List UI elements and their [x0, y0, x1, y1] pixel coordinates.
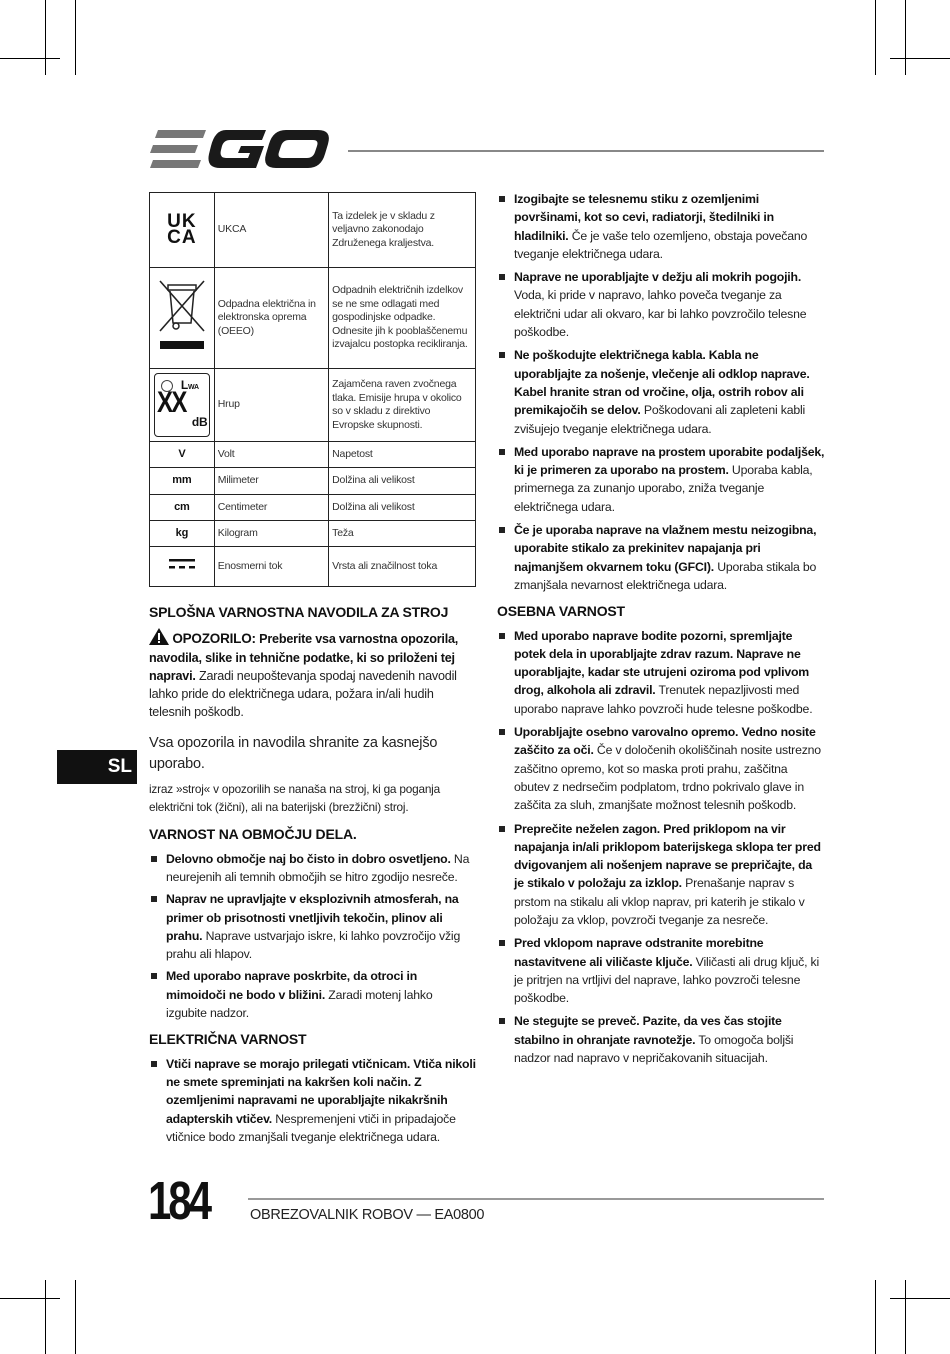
- footer-title: OBREZOVALNIK ROBOV — EA0800: [250, 1207, 485, 1223]
- item-text: Viličasti ali drug ključ, ki je pritrjen na vrtljivi del naprave, lahko povzroči telesne poškodbe.: [514, 954, 820, 1006]
- crop-mark: [875, 1280, 876, 1354]
- list-item: [497, 190, 825, 263]
- symbol-name: Centimeter: [214, 495, 328, 521]
- table-row: [150, 369, 476, 442]
- ukca-mark: [150, 193, 215, 268]
- list-item: [149, 890, 476, 963]
- item-text: Uporaba stikala bo zmanjšala nevarnost električnega udara.: [514, 559, 817, 592]
- symbol-name: Odpadna električna in elektronska oprema (OEEO): [214, 268, 328, 369]
- work-area-list: [149, 850, 476, 1023]
- list-item: [497, 268, 825, 341]
- ego-logo: [150, 128, 332, 172]
- item-text: Prenašanje naprav s prstom na stikalu ali vklop naprav, pri katerih je stikalo v položaju za vklop, povzroči tveganje za nesreče.: [514, 876, 805, 927]
- item-bold: Preprečite neželen zagon. Pred priklopom na vir napajanja in/ali priklopom baterijskega sklopa ter pred dvigovanjem ali nošenjem naprave se prepričajte, da je stikalo v položaju za izklop.: [514, 821, 821, 891]
- symbol-name: Hrup: [214, 369, 328, 442]
- warning-icon: [149, 628, 169, 645]
- noise-lwa-sub: WA: [188, 384, 199, 391]
- item-text: Nespremenjeni vtiči in pripadajoče vtičnice bodo zmanjšali tveganje električnega udara.: [166, 1111, 456, 1144]
- language-tab: SL: [57, 750, 137, 784]
- item-text: Če je vaše telo ozemljeno, obstaja povečano tveganje električnega udara.: [514, 228, 808, 261]
- list-item: [497, 627, 825, 718]
- symbols-table: [149, 192, 476, 587]
- electrical-list: [149, 1055, 476, 1146]
- item-text: Naprave ustvarjajo iskre, ki lahko povzročijo vžig prahu ali hlapov.: [166, 928, 461, 962]
- direct-current-icon: [150, 547, 215, 587]
- section-heading-personal: OSEBNA VARNOST: [497, 603, 625, 620]
- list-item: [497, 521, 825, 594]
- list-item: [497, 723, 825, 814]
- list-item: [497, 820, 825, 930]
- symbol-desc: Napetost: [329, 442, 476, 468]
- item-text: Če v določenih okoliščinah nosite ustrezno zaščitno opremo, kot so maska proti prahu, zaščitna obutev z nedrsečim podplatom, trdno pokrivalo glave in zaščita za sluh, zmanjšate možnost telesnih poškodb.: [514, 743, 821, 813]
- symbol-desc: Dolžina ali velikost: [329, 468, 476, 495]
- noise-lwa: L: [180, 378, 189, 392]
- item-text: Zaradi motenj lahko izgubite nadzor.: [166, 987, 433, 1021]
- crop-mark: [75, 0, 76, 75]
- table-row: [150, 521, 476, 547]
- section-heading-electrical: ELEKTRIČNA VARNOST: [149, 1031, 307, 1048]
- table-row: [150, 442, 476, 468]
- page-number: 184: [148, 1171, 209, 1231]
- item-text: Poškodovani ali zapleteni kabli zvišujejo tveganje električnega udara.: [514, 403, 806, 436]
- ukca-line1: UK: [167, 211, 197, 232]
- mm-symbol: mm: [150, 468, 215, 495]
- personal-list: [497, 627, 825, 1068]
- crop-mark: [890, 1298, 950, 1299]
- noise-level-icon: [150, 369, 215, 442]
- item-bold: Uporabljajte osebno varovalno opremo. Vedno nosite zaščito za oči.: [514, 725, 816, 758]
- cm-symbol: cm: [150, 495, 215, 521]
- symbol-desc: Teža: [329, 521, 476, 547]
- footer-rule: [248, 1198, 824, 1200]
- warning-label: OPOZORILO:: [172, 631, 256, 647]
- symbol-name: UKCA: [214, 193, 328, 268]
- list-item: [497, 443, 825, 516]
- section-heading-work-area: VARNOST NA OBMOČJU DELA.: [149, 826, 357, 843]
- symbol-name: Volt: [214, 442, 328, 468]
- item-bold: Med uporabo naprave na prostem uporabite podaljšek, ki je primeren za uporabo na prostem.: [514, 444, 825, 478]
- item-bold: Pred vklopom naprave odstranite morebitne nastavitvene ali viličaste ključe.: [514, 936, 764, 969]
- kg-symbol: kg: [150, 521, 215, 547]
- symbol-desc: Zajamčena raven zvočnega tlaka. Emisije hrupa v okolico so v skladu z direktivo Evropske skupnosti.: [329, 369, 476, 442]
- crop-mark: [0, 58, 60, 59]
- item-bold: Vtiči naprave se morajo prilegati vtičnicam. Vtiča nikoli ne smete spreminjati na kakršen koli način. Z ozemljenimi napravami ne uporabljajte nikakršnih adapterskih vtičev.: [166, 1056, 476, 1126]
- noise-symbol: XX: [156, 386, 186, 419]
- symbol-name: Kilogram: [214, 521, 328, 547]
- item-text: Uporaba kabla, primernega za zunanjo uporabo, zniža tveganje električnega udara.: [514, 463, 813, 514]
- ukca-line2: CA: [167, 227, 197, 248]
- item-bold: Če je uporaba naprave na vlažnem mestu neizogibna, uporabite stikalo za prekinitev napajanja pri najmanjšem okvarnem toku (GFCI).: [514, 523, 817, 574]
- noise-unit: dB: [191, 415, 208, 429]
- left-column: [149, 603, 476, 1146]
- item-text: To omogoča boljši nadzor nad napravo v nepričakovanih situacijah.: [514, 1032, 794, 1066]
- warning-text: Zaradi neupoštevanja spodaj navedenih navodil lahko pride do električnega udara, požara in/ali hudih telesnih poškodb.: [149, 668, 457, 720]
- list-item: [149, 850, 476, 887]
- item-bold: Ne stegujte se preveč. Pazite, da ves čas stojite stabilno in ohranjate ravnotežje.: [514, 1014, 782, 1047]
- item-text: Voda, ki pride v napravo, lahko poveča tveganje za električni udar ali okvaro, kar bi lahko povzročilo telesne poškodbe.: [514, 288, 807, 340]
- warning-bold: Preberite vsa varnostna opozorila, navodila, slike in tehnične podatke, ki so priloženi tej napravi.: [149, 632, 459, 683]
- list-item: [497, 1012, 825, 1067]
- warning-paragraph: [149, 628, 476, 721]
- list-item: [497, 346, 825, 437]
- symbol-desc: Odpadnih električnih izdelkov se ne sme odlagati med gospodinjske odpadke. Odnesite jih k pooblaščenemu izvajalcu postopka recikliranja.: [329, 268, 476, 369]
- crop-mark: [45, 0, 46, 75]
- crop-mark: [0, 1298, 60, 1299]
- crop-mark: [890, 58, 950, 59]
- electrical-list-continued: [497, 190, 825, 594]
- crossed-bin-icon: [150, 268, 215, 369]
- symbol-desc: Ta izdelek je v skladu z veljavno zakonodajo Združenega kraljestva.: [329, 193, 476, 268]
- symbol-name: Milimeter: [214, 468, 328, 495]
- crop-mark: [75, 1280, 76, 1354]
- section-heading-general: SPLOŠNA VARNOSTNA NAVODILA ZA STROJ: [149, 604, 449, 620]
- item-text: Trenutek nepazljivosti med uporabo naprave lahko povzroči hude telesne poškodbe.: [514, 683, 813, 716]
- header-rule: [348, 150, 824, 152]
- crop-mark: [45, 1280, 46, 1354]
- item-text: Na neurejenih ali temnih območjih se hitro zgodijo nesreče.: [166, 851, 470, 884]
- item-bold: Delovno območje naj bo čisto in dobro osvetljeno.: [166, 851, 451, 866]
- table-row: [150, 495, 476, 521]
- list-item: [149, 967, 476, 1022]
- item-bold: Med uporabo naprave bodite pozorni, spremljajte potek dela in uporabljajte zdrav razum. Naprave ne uporabljajte, kadar ste utrujeni oziroma pod vplivom drog, alkohola ali zdravil.: [514, 628, 810, 698]
- list-item: [497, 934, 825, 1007]
- item-bold: Ne poškodujte električnega kabla. Kabla ne uporabljajte za nošenje, vlečenje ali odklop naprave. Kabel hranite stran od vročine, olja, ostrih robov ali premikajočih se delov.: [514, 348, 810, 418]
- list-item: [149, 1055, 476, 1146]
- term-definition: izraz »stroj« v opozorilih se nanaša na stroj, ki ga poganja električni tok (žični), ali na baterijski (brezžični) stroj.: [149, 781, 440, 815]
- item-bold: Izogibajte se telesnemu stiku z ozemljenimi površinami, kot so cevi, radiatorji, štedilniki in hladilniki.: [514, 192, 774, 243]
- item-bold: Naprave ne uporabljajte v dežju ali mokrih pogojih.: [514, 270, 802, 285]
- right-column: [497, 190, 825, 1067]
- symbol-desc: Dolžina ali velikost: [329, 495, 476, 521]
- item-bold: Med uporabo naprave poskrbite, da otroci in mimoidoči ne bodo v bližini.: [166, 969, 418, 1002]
- table-row: [150, 193, 476, 268]
- keep-instructions: Vsa opozorila in navodila shranite za kasnejšo uporabo.: [149, 734, 438, 772]
- table-row: [150, 547, 476, 587]
- crop-mark: [905, 0, 906, 75]
- table-row: [150, 268, 476, 369]
- symbol-desc: Vrsta ali značilnost toka: [329, 547, 476, 587]
- symbol-name: Enosmerni tok: [214, 547, 328, 587]
- crop-mark: [905, 1280, 906, 1354]
- item-bold: Naprav ne upravljajte v eksplozivnih atmosferah, na primer ob prisotnosti vnetljivih tekočin, plinov ali prahu.: [166, 892, 459, 943]
- table-row: [150, 468, 476, 495]
- volt-symbol: V: [150, 442, 215, 468]
- crop-mark: [875, 0, 876, 75]
